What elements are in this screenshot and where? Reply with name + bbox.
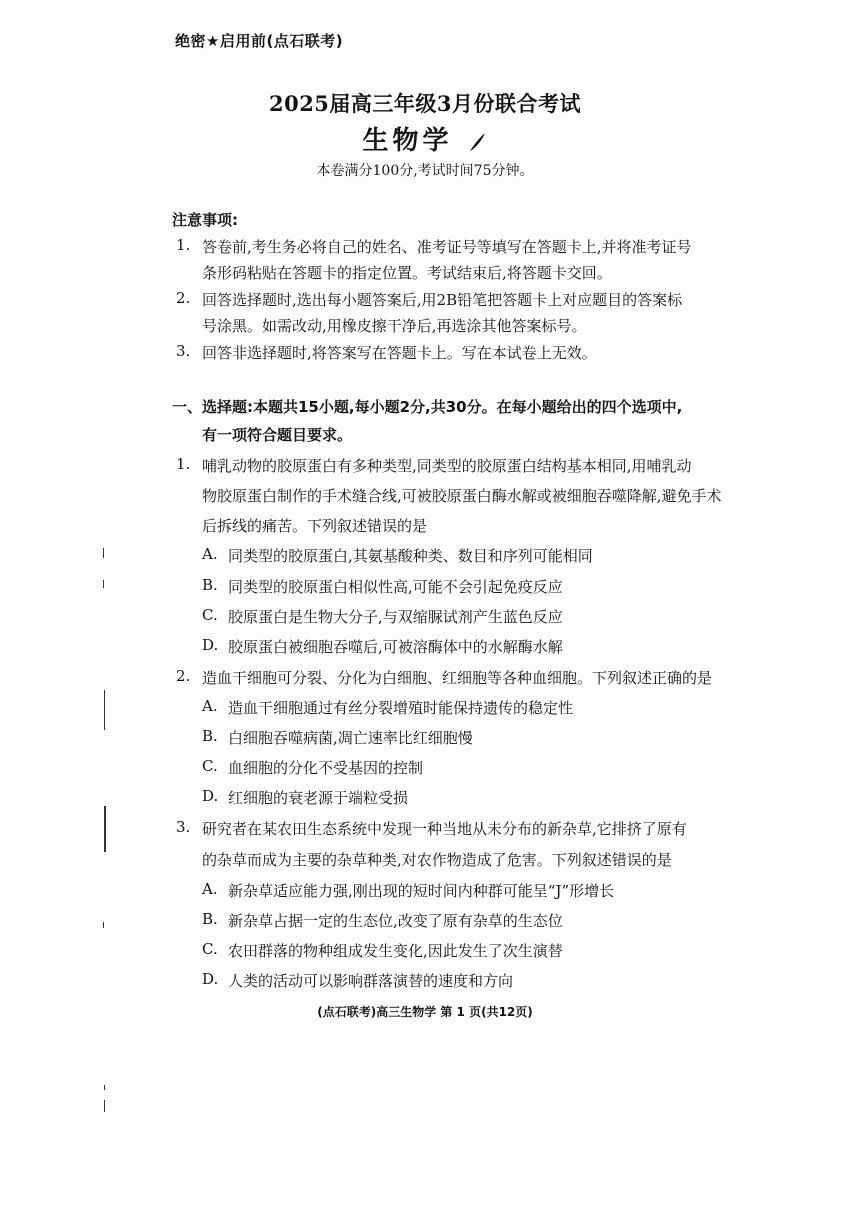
scan-mark [104, 1100, 105, 1112]
note-number: 3. [176, 342, 191, 360]
option-text: 人类的活动可以影响群落演替的速度和方向 [228, 972, 514, 990]
option-label: D. [202, 787, 219, 805]
exam-title: 2025届高三年级3月份联合考试 [268, 91, 582, 116]
option-text: 农田群落的物种组成发生变化,因此发生了次生演替 [228, 942, 563, 960]
option-label: A. [202, 697, 218, 715]
question-stem: 后拆线的痛苦。下列叙述错误的是 [202, 517, 428, 535]
note-line: 条形码粘贴在答题卡的指定位置。考试结束后,将答题卡交回。 [202, 264, 612, 282]
question-stem: 研究者在某农田生态系统中发现一种当地从未分布的新杂草,它排挤了原有 [202, 820, 687, 838]
scan-mark [103, 922, 104, 928]
option-label: D. [202, 636, 219, 654]
page-footer: (点石联考)高三生物学 第 1 页(共12页) [317, 1005, 533, 1019]
option-text: 同类型的胶原蛋白相似性高,可能不会引起免疫反应 [228, 578, 563, 596]
scan-mark [103, 580, 104, 588]
question-number: 1. [176, 455, 191, 473]
notes-heading: 注意事项: [172, 211, 238, 229]
question-stem: 哺乳动物的胶原蛋白有多种类型,同类型的胶原蛋白结构基本相同,用哺乳动 [202, 457, 692, 475]
scan-mark [104, 806, 106, 852]
section-heading: 一、选择题:本题共15小题,每小题2分,共30分。在每小题给出的四个选项中, [172, 398, 683, 416]
note-number: 2. [176, 289, 191, 307]
question-number: 2. [176, 667, 191, 685]
scan-mark [104, 690, 105, 730]
option-label: C. [202, 757, 218, 775]
option-text: 胶原蛋白是生物大分子,与双缩脲试剂产生蓝色反应 [228, 608, 563, 626]
question-stem: 物胶原蛋白制作的手术缝合线,可被胶原蛋白酶水解或被细胞吞噬降解,避免手术 [202, 487, 722, 505]
option-label: C. [202, 940, 218, 958]
option-text: 造血干细胞通过有丝分裂增殖时能保持遗传的稳定性 [228, 699, 574, 717]
option-text: 新杂草适应能力强,刚出现的短时间内种群可能呈“J”形增长 [228, 882, 615, 900]
question-stem: 的杂草而成为主要的杂草种类,对农作物造成了危害。下列叙述错误的是 [202, 851, 672, 869]
note-line: 号涂黑。如需改动,用橡皮擦干净后,再选涂其他答案标号。 [202, 317, 587, 335]
option-label: A. [202, 545, 218, 563]
scan-mark [104, 1085, 105, 1090]
pen-stroke-icon [466, 131, 488, 153]
option-text: 白细胞吞噬病菌,凋亡速率比红细胞慢 [228, 729, 473, 747]
option-label: B. [202, 576, 218, 594]
option-label: A. [202, 880, 218, 898]
note-line: 答卷前,考生务必将自己的姓名、准考证号等填写在答题卡上,并将准考证号 [202, 238, 692, 256]
option-label: B. [202, 727, 218, 745]
option-label: B. [202, 910, 218, 928]
option-text: 胶原蛋白被细胞吞噬后,可被溶酶体中的水解酶水解 [228, 638, 563, 656]
option-text: 红细胞的衰老源于端粒受损 [228, 789, 409, 807]
option-label: D. [202, 970, 219, 988]
option-label: C. [202, 606, 218, 624]
note-number: 1. [176, 236, 191, 254]
section-heading-cont: 有一项符合题目要求。 [202, 426, 353, 444]
subject-title [0, 120, 850, 157]
subject-name: 生物学 [362, 126, 453, 156]
note-line: 回答非选择题时,将答案写在答题卡上。写在本试卷上无效。 [202, 344, 597, 362]
option-text: 同类型的胶原蛋白,其氨基酸种类、数目和序列可能相同 [228, 547, 593, 565]
scan-mark [103, 548, 104, 558]
option-text: 新杂草占据一定的生态位,改变了原有杂草的生态位 [228, 912, 563, 930]
question-number: 3. [176, 818, 191, 836]
option-text: 血细胞的分化不受基因的控制 [228, 759, 424, 777]
note-line: 回答选择题时,选出每小题答案后,用2B铅笔把答题卡上对应题目的答案标 [202, 291, 683, 309]
secret-label: 绝密★启用前(点石联考) [175, 32, 344, 50]
exam-subtitle: 本卷满分100分,考试时间75分钟。 [316, 163, 534, 179]
question-stem: 造血干细胞可分裂、分化为白细胞、红细胞等各种血细胞。下列叙述正确的是 [202, 669, 713, 687]
